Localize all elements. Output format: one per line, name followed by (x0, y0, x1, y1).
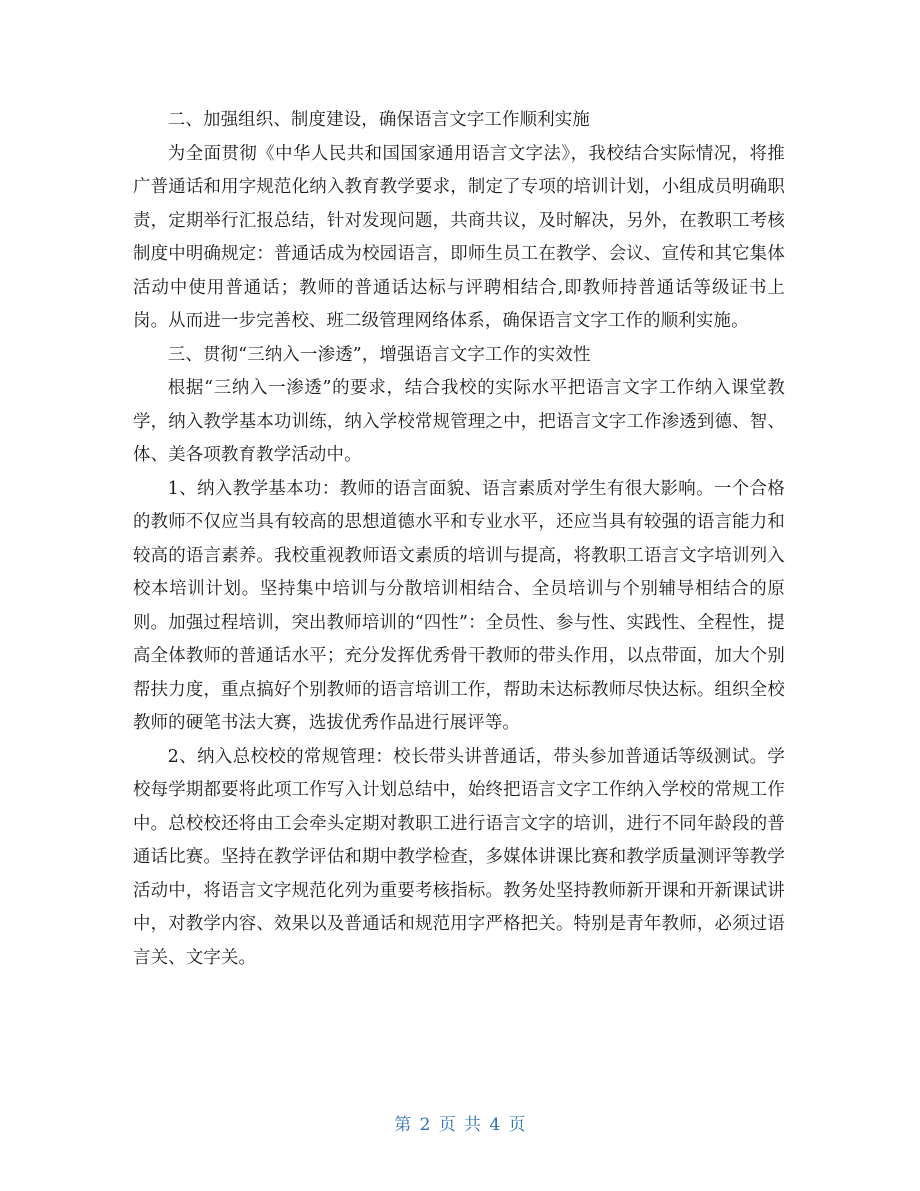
section-heading-2: 二、加强组织、制度建设，确保语言文字工作顺利实施 (167, 110, 590, 130)
footer-label-di: 第 (394, 1115, 412, 1135)
footer-label-ye-end: 页 (508, 1115, 526, 1135)
paragraph-routine-management: 2、纳入总校校的常规管理：校长带头讲普通话，带头参加普通话等级测试。学校每学期都要将此项工作写入计划总结中，始终把语言文字工作纳入学校的常规工作中。总校校还将由工会牵头定期对教职工进行语言文字的培训，进行不同年龄段的普通话比赛。坚持在教学评估和期中教学检查，多媒体讲课比赛和教学质量测评等教学活动中，将语言文字规范化列为重要考核指标。教务处坚持教师新开课和开新课试讲中，对教学内容、效果以及普通话和规范用字严格把关。特别是青年教师，必须过语言关、文字关。 (133, 746, 785, 968)
footer-label-gong: 共 (464, 1115, 482, 1135)
paragraph-organization: 为全面贯彻《中华人民共和国国家通用语言文字法》，我校结合实际情况，将推广普通话和用字规范化纳入教育教学要求，制定了专项的培训计划，小组成员明确职责，定期举行汇报总结，针对发现问题，共商共议，及时解决，另外，在教职工考核制度中明确规定：普通话成为校园语言，即师生员工在教学、会议、宣传和其它集体活动中使用普通话；教师的普通话达标与评聘相结合,即教师持普通话等级证书上岗。从而进一步完善校、班二级管理网络体系，确保语言文字工作的顺利实施。 (133, 143, 785, 331)
page-number-footer (0, 1110, 920, 1135)
paragraph-teaching-skills: 1、纳入教学基本功：教师的语言面貌、语言素质对学生有很大影响。一个合格的教师不仅应当具有较高的思想道德水平和专业水平，还应当具有较强的语言能力和较高的语言素养。我校重视教师语文素质的培训与提高，将教职工语言文字培训列入校本培训计划。坚持集中培训与分散培训相结合、全员培训与个别辅导相结合的原则。加强过程培训，突出教师培训的“四性”：全员性、参与性、实践性、全程性，提高全体教师的普通话水平；充分发挥优秀骨干教师的带头作用，以点带面，加大个别帮扶力度，重点搞好个别教师的语言培训工作，帮助未达标教师尽快达标。组织全校教师的硬笔书法大赛，选拔优秀作品进行展评等。 (133, 478, 785, 733)
document-body (133, 104, 785, 975)
paragraph-three-inclusions: 根据“三纳入一渗透”的要求，结合我校的实际水平把语言文字工作纳入课堂教学，纳入教学基本功训练，纳入学校常规管理之中，把语言文字工作渗透到德、智、体、美各项教育教学活动中。 (133, 378, 785, 465)
section-heading-3: 三、贯彻“三纳入一渗透”，增强语言文字工作的实效性 (167, 344, 591, 365)
footer-label-ye: 页 (438, 1115, 456, 1135)
total-page-count: 4 (489, 1115, 501, 1135)
current-page-number: 2 (419, 1115, 431, 1135)
